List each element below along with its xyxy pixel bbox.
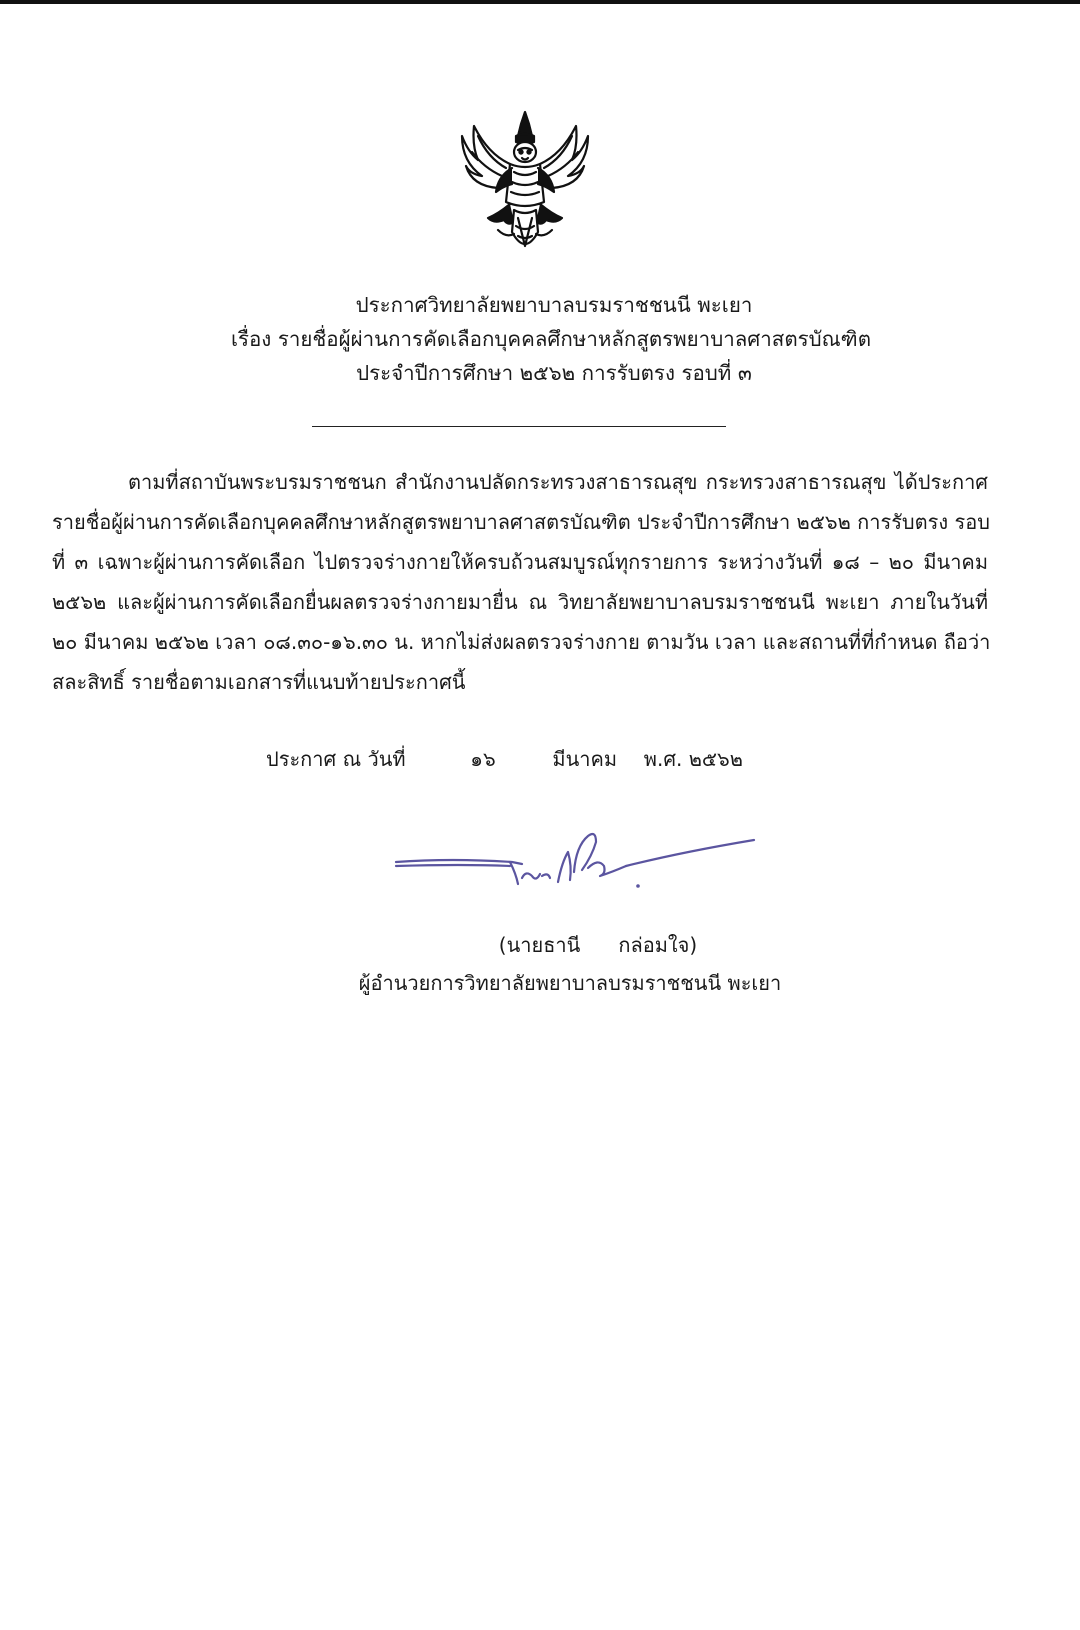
body-line: ๒๐ มีนาคม ๒๕๖๒ เวลา ๐๘.๓๐-๑๖.๓๐ น. หากไม่ส่งผลตรวจร่างกาย ตามวัน เวลา และสถานที่ที่กำหนด ถือว่า	[52, 630, 991, 654]
body-line: รายชื่อผู้ผ่านการคัดเลือกบุคคลศึกษาหลักสูตรพยาบาลศาสตรบัณฑิต ประจำปีการศึกษา ๒๕๖๒ การรับตรง รอบ	[52, 510, 990, 534]
heading-subject: เรื่อง รายชื่อผู้ผ่านการคัดเลือกบุคคลศึกษาหลักสูตรพยาบาลศาสตรบัณฑิต	[230, 327, 872, 351]
signer-title: ผู้อำนวยการวิทยาลัยพยาบาลบรมราชชนนี พะเยา	[358, 971, 782, 995]
body-line: ตามที่สถาบันพระบรมราชชนก สำนักงานปลัดกระทรวงสาธารณสุข กระทรวงสาธารณสุข ได้ประกาศ	[128, 470, 988, 494]
date-prefix: ประกาศ ณ วันที่	[266, 747, 406, 771]
announcement-body	[52, 462, 991, 702]
body-line: สละสิทธิ์ รายชื่อตามเอกสารที่แนบท้ายประกาศนี้	[52, 670, 466, 694]
date-day: ๑๖	[470, 747, 496, 771]
announcement-heading	[0, 288, 1080, 390]
body-line: ๒๕๖๒ และผู้ผ่านการคัดเลือกยื่นผลตรวจร่างกายมายื่น ณ วิทยาลัยพยาบาลบรมราชชนนี พะเยา ภายในวันที่	[52, 590, 988, 614]
heading-institution: ประกาศวิทยาลัยพยาบาลบรมราชชนนี พะเยา	[355, 293, 753, 317]
top-edge-rule	[0, 0, 1080, 4]
body-line: ที่ ๓ เฉพาะผู้ผ่านการคัดเลือก ไปตรวจร่างกายให้ครบถ้วนสมบูรณ์ทุกรายการ ระหว่างวันที่ ๑๘ – ๒๐ มีนาคม	[52, 550, 988, 574]
heading-divider	[312, 426, 726, 427]
date-year: พ.ศ. ๒๕๖๒	[643, 747, 743, 771]
garuda-emblem-icon	[458, 106, 592, 262]
signer-name	[0, 928, 1080, 962]
handwritten-signature	[392, 822, 792, 902]
signer-first-name: (นายธานี	[498, 933, 581, 957]
signer-last-name: กล่อมใจ)	[618, 933, 698, 957]
announcement-date	[266, 742, 743, 776]
date-month: มีนาคม	[552, 747, 618, 771]
heading-academic-year: ประจำปีการศึกษา ๒๕๖๒ การรับตรง รอบที่ ๓	[356, 361, 752, 385]
